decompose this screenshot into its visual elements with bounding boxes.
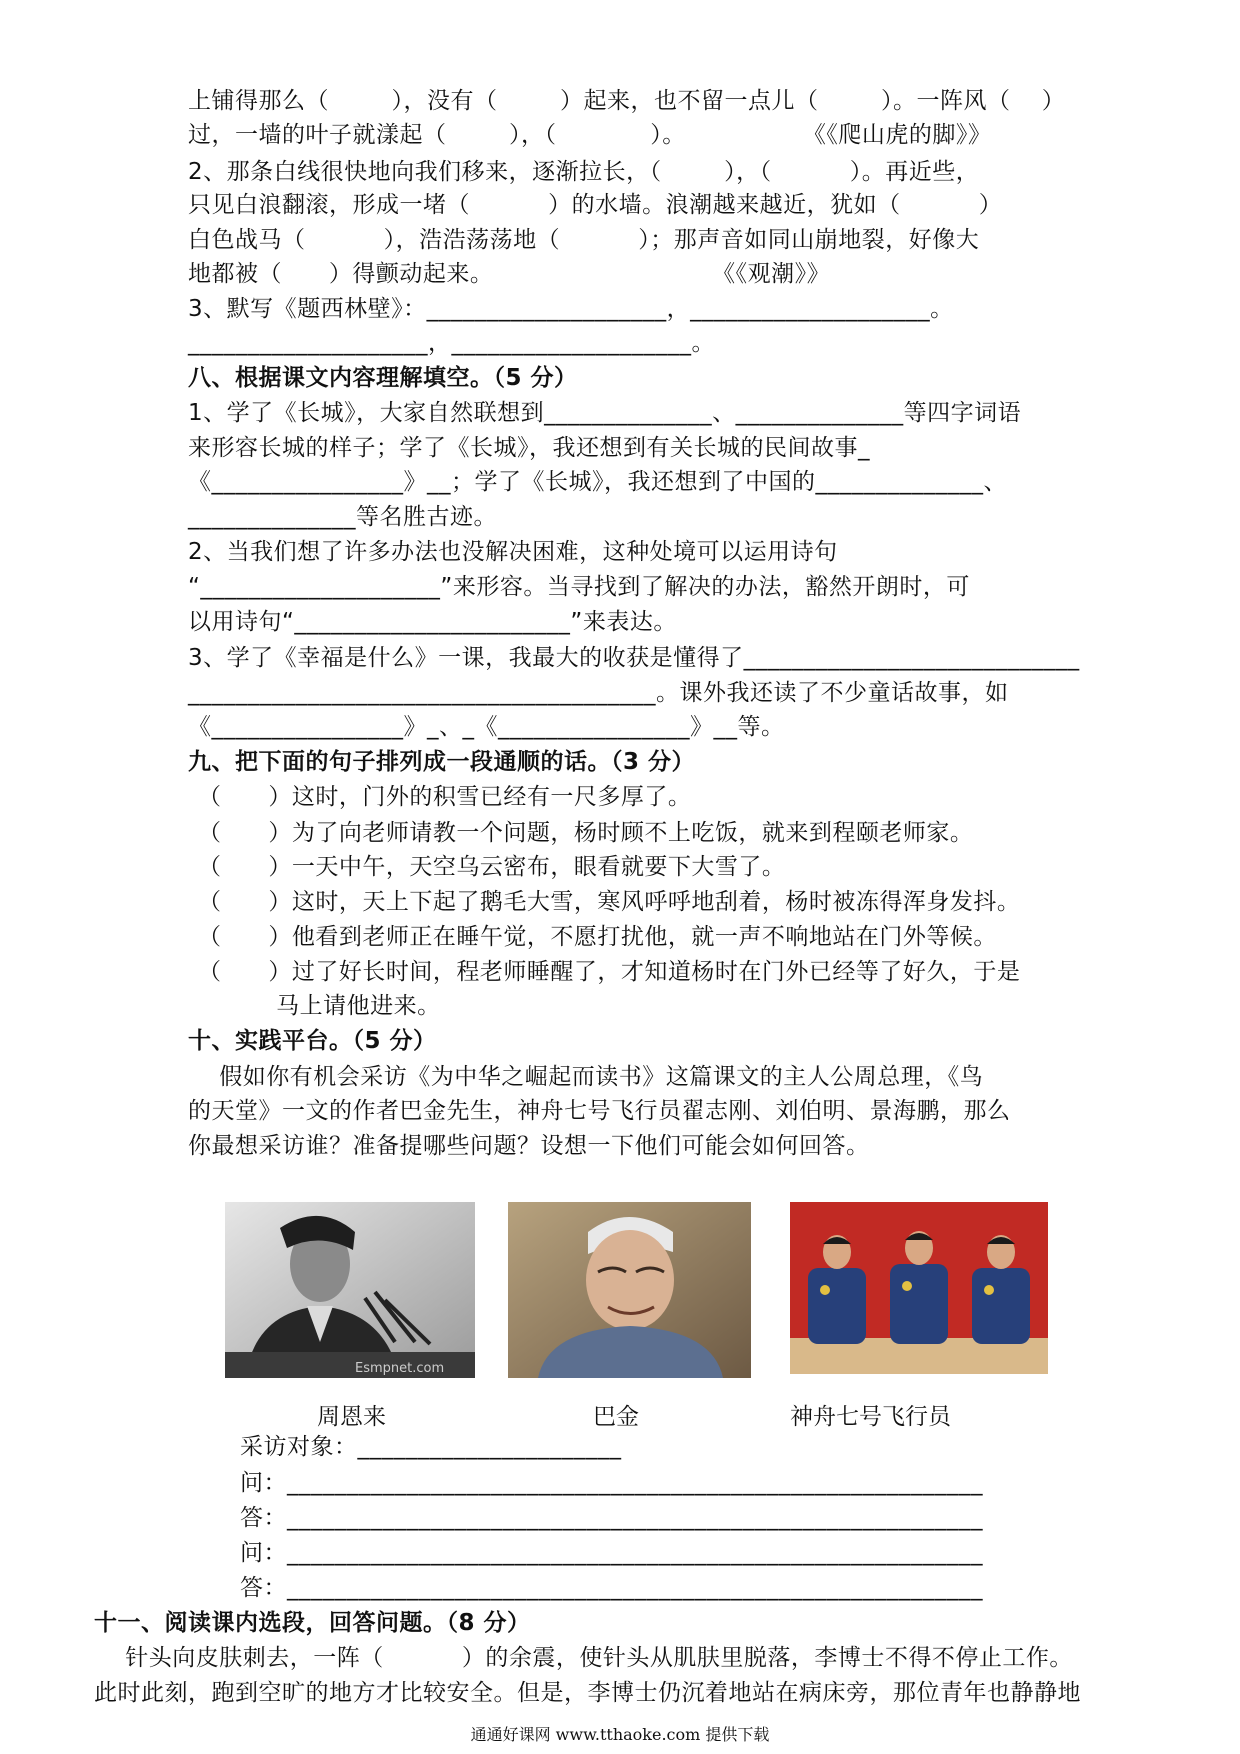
section-title: 九、把下面的句子排列成一段通顺的话。（3 分） xyxy=(188,749,696,775)
ordering-item: （ ）为了向老师请教一个问题，杨时顾不上吃饭，就来到程颐老师家。 xyxy=(198,820,974,846)
photo-ba-jin xyxy=(508,1202,751,1378)
interview-answer-line: 答：__________________________________________________________ xyxy=(240,1575,983,1601)
text-line: ______________等名胜古迹。 xyxy=(188,504,497,530)
text-line: 针头向皮肤刺去，一阵（ ）的余震，使针头从肌肤里脱落，李博士不得不停止工作。 xyxy=(94,1645,1073,1671)
watermark-text: Esmpnet.com xyxy=(355,1361,445,1376)
text-line: 《________________》__；学了《长城》，我还想到了中国的______________、 xyxy=(188,469,1007,495)
text-line: 《________________》_、_《________________》__等。 xyxy=(188,714,785,740)
text-line: ____________________，____________________。 xyxy=(188,330,715,356)
text-line: 上铺得那么（ ），没有（ ）起来，也不留一点儿（ ）。一阵风（ ） xyxy=(188,88,1066,114)
ordering-item: （ ）这时，天上下起了鹅毛大雪，寒风呼呼地刮着，杨时被冻得浑身发抖。 xyxy=(198,889,1021,915)
text-line: 只见白浪翻滚，形成一堵（ ）的水墙。浪潮越来越近，犹如（ ） xyxy=(188,192,1003,218)
section-title: 十一、阅读课内选段，回答问题。（8 分） xyxy=(94,1610,531,1636)
text-line: 假如你有机会采访《为中华之崛起而读书》这篇课文的主人公周总理，《鸟 xyxy=(188,1064,984,1090)
ordering-item: 马上请他进来。 xyxy=(198,993,441,1019)
text-line: 1、学了《长城》，大家自然联想到______________、______________等四字词语 xyxy=(188,400,1022,426)
caption-ba-jin: 巴金 xyxy=(593,1404,639,1430)
ordering-item: （ ）一天中午，天空乌云密布，眼看就要下大雪了。 xyxy=(198,854,786,880)
ordering-item: （ ）这时，门外的积雪已经有一尺多厚了。 xyxy=(198,784,692,810)
text-line: 3、默写《题西林壁》：____________________，____________________。 xyxy=(188,296,954,322)
page-footer: 通通好课网 www.tthaoke.com 提供下载 xyxy=(470,1725,770,1744)
interview-question-line: 问：__________________________________________________________ xyxy=(240,1470,983,1496)
text-line: 白色战马（ ），浩浩荡荡地（ ）；那声音如同山崩地裂，好像大 xyxy=(188,227,980,253)
text-line: _______________________________________。课外我还读了不少童话故事，如 xyxy=(188,680,1009,706)
caption-zhou-enlai: 周恩来 xyxy=(317,1404,386,1430)
text-line: 2、当我们想了许多办法也没解决困难，这种处境可以运用诗句 xyxy=(188,539,838,565)
interview-question-line: 问：__________________________________________________________ xyxy=(240,1540,983,1566)
text-line: 3、学了《幸福是什么》一课，我最大的收获是懂得了____________________________ xyxy=(188,645,1080,671)
portrait-image xyxy=(508,1202,751,1378)
ordering-item: （ ）他看到老师正在睡午觉，不愿打扰他，就一声不响地站在门外等候。 xyxy=(198,924,997,950)
portrait-image xyxy=(225,1202,475,1378)
text-line: 2、那条白线很快地向我们移来，逐渐拉长，（ ），（ ）。再近些， xyxy=(188,159,980,185)
text-line: 地都被（ ）得颤动起来。 《《观潮》》 xyxy=(188,261,831,287)
group-image xyxy=(790,1202,1048,1374)
interview-target-line: 采访对象：______________________ xyxy=(240,1434,622,1460)
photo-shenzhou7-astronauts xyxy=(790,1202,1048,1374)
text-line: 此时此刻，跑到空旷的地方才比较安全。但是，李博士仍沉着地站在病床旁，那位青年也静静地 xyxy=(94,1680,1081,1706)
text-line: 你最想采访谁？准备提哪些问题？设想一下他们可能会如何回答。 xyxy=(188,1133,870,1159)
photo-zhou-enlai xyxy=(225,1202,475,1378)
ordering-item: （ ）过了好长时间，程老师睡醒了，才知道杨时在门外已经等了好久，于是 xyxy=(198,959,1021,985)
section-title: 八、根据课文内容理解填空。（5 分） xyxy=(188,365,578,391)
text-line: 过，一墙的叶子就漾起（ ），（ ）。 《《爬山虎的脚》》 xyxy=(188,122,992,148)
caption-astronauts: 神舟七号飞行员 xyxy=(790,1404,951,1430)
text-line: 来形容长城的样子；学了《长城》，我还想到有关长城的民间故事_ xyxy=(188,435,870,461)
text-line: 的天堂》一文的作者巴金先生，神舟七号飞行员翟志刚、刘伯明、景海鹏，那么 xyxy=(188,1098,1011,1124)
interview-answer-line: 答：__________________________________________________________ xyxy=(240,1505,983,1531)
text-line: “____________________”来形容。当寻找到了解决的办法，豁然开朗时，可 xyxy=(188,574,970,600)
text-line: 以用诗句“_______________________”来表达。 xyxy=(188,609,677,635)
section-title: 十、实践平台。（5 分） xyxy=(188,1028,437,1054)
